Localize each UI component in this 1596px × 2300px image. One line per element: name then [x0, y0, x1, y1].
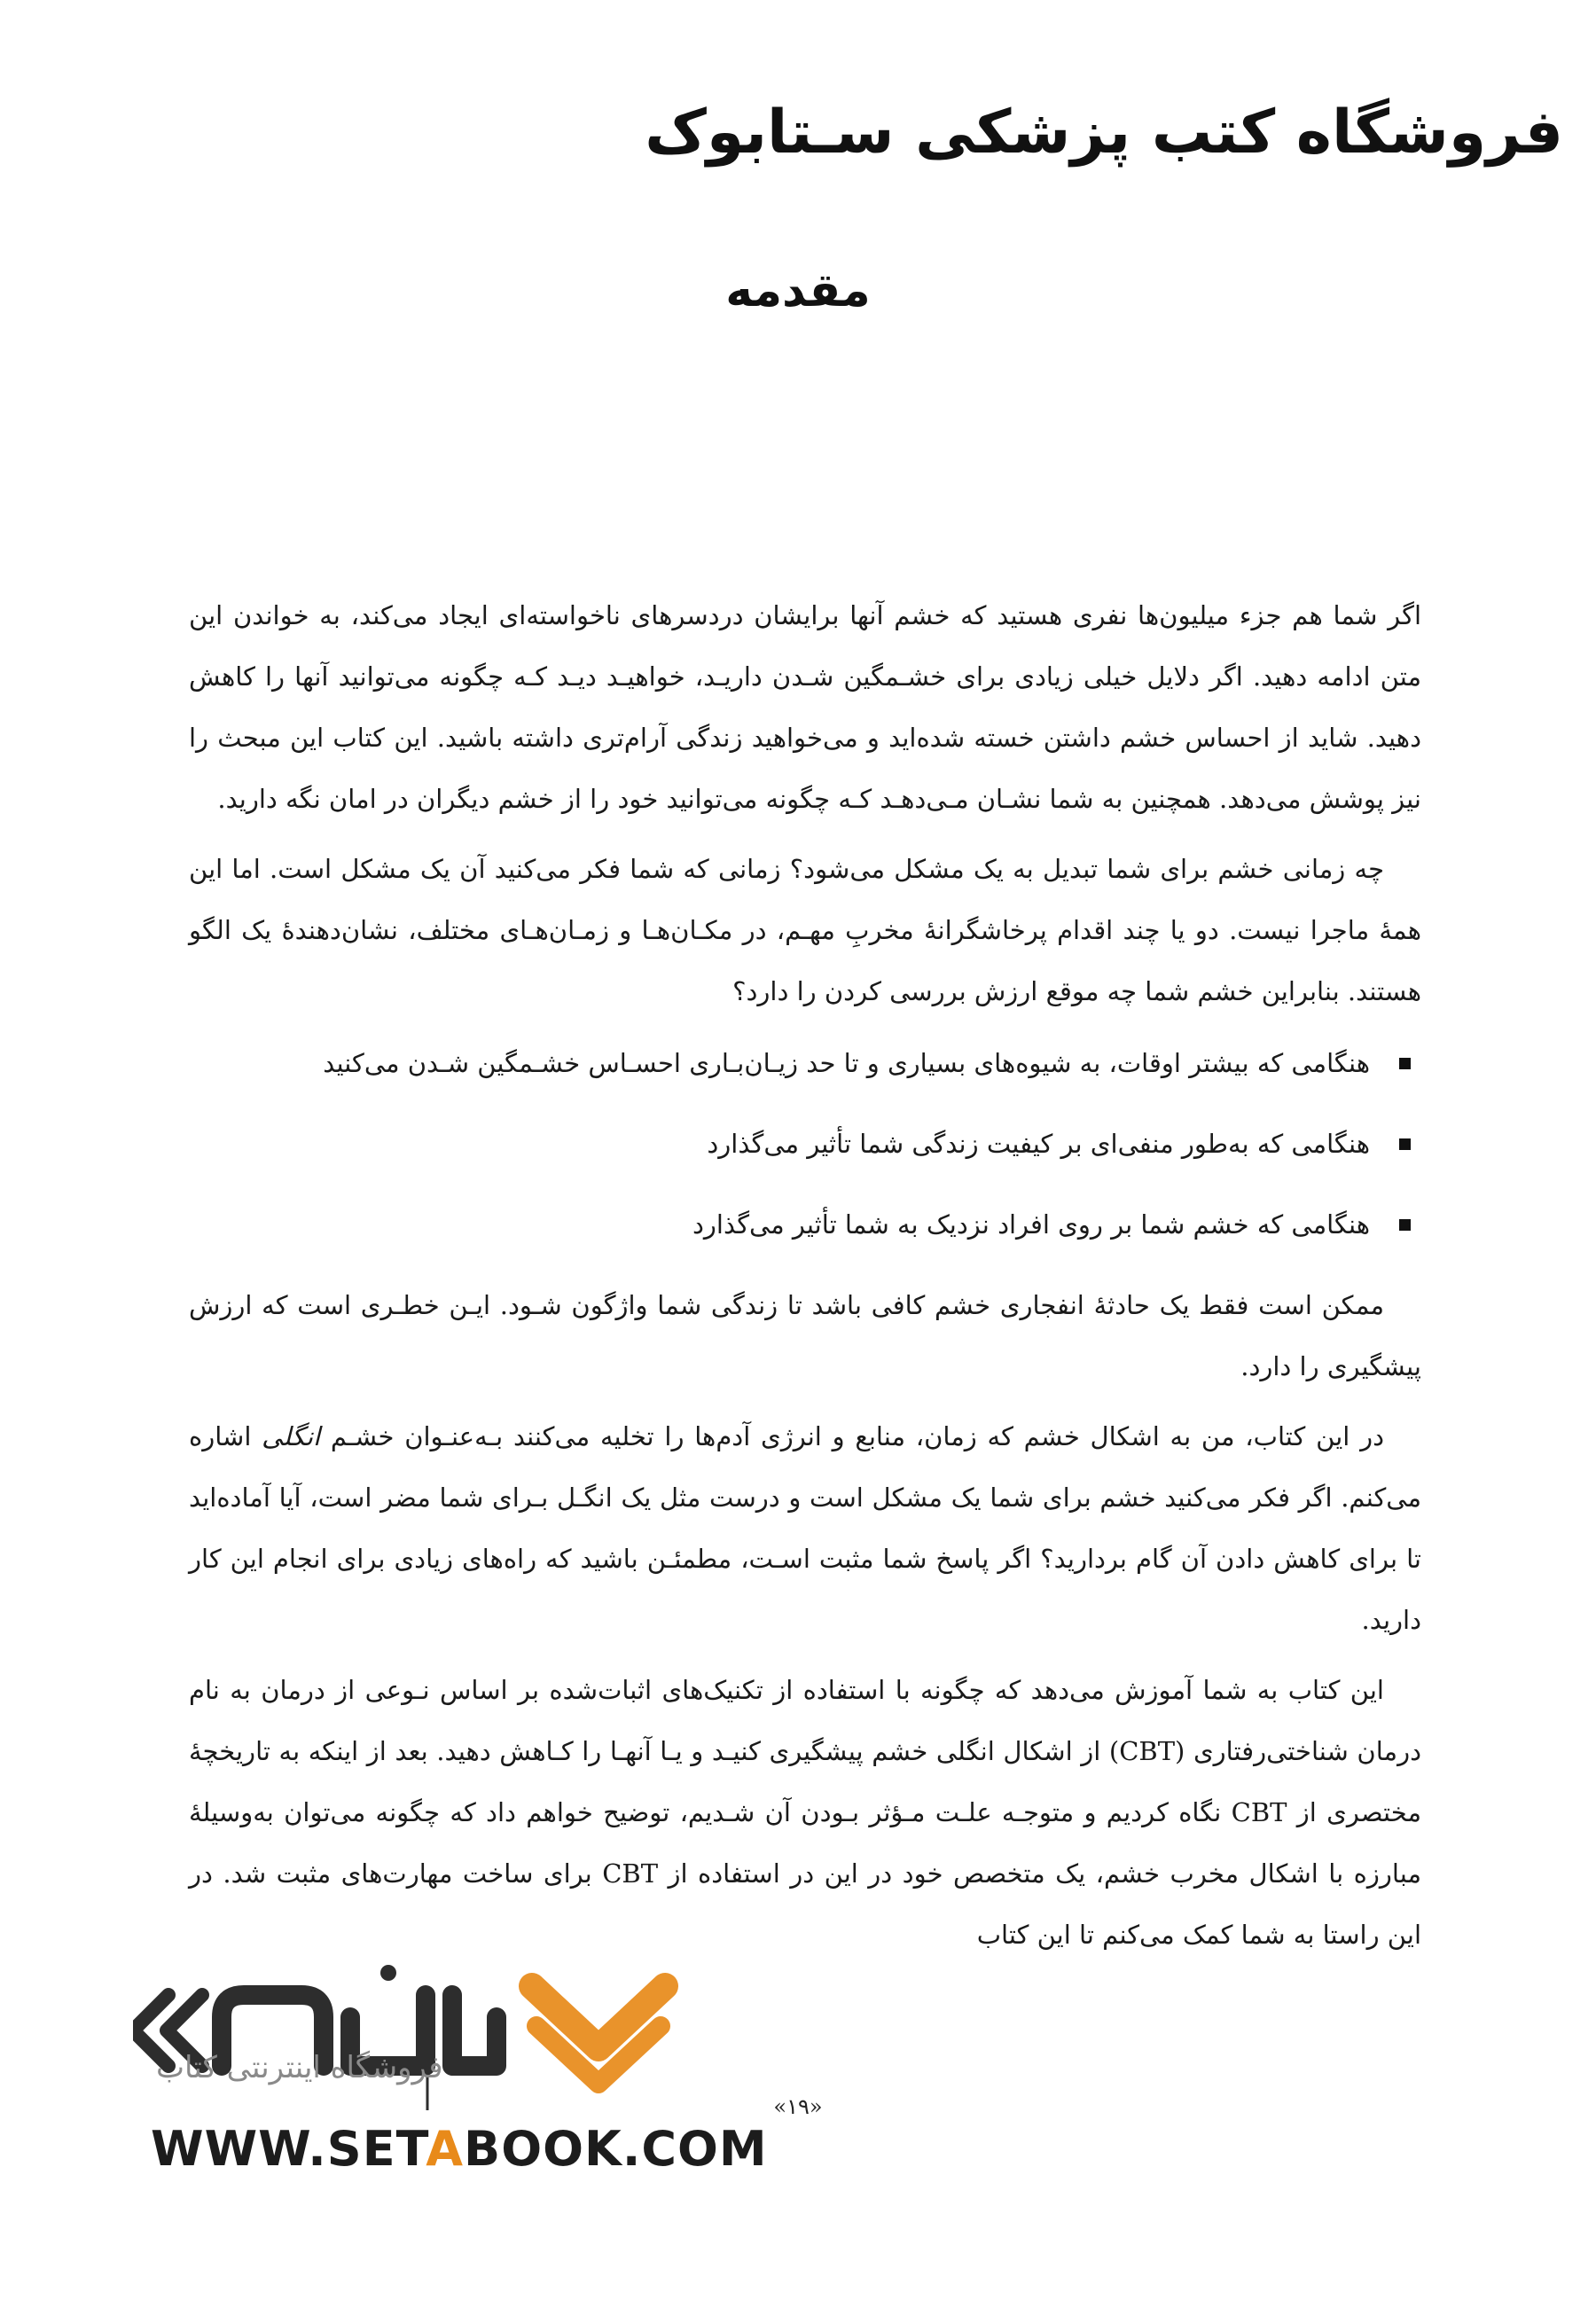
chapter-title: مقدمه	[725, 264, 871, 317]
paragraph-5: این کتاب به شما آموزش می‌دهد که چگونه با استفاده از تکنیک‌های اثبات‌شده بر اساس نـوعی از درمان به نام درمان شناختی‌رفتاری (CBT) از اشکال انگلی خشم پیشگیری کنیـد و یـا آنهـا را کـاهش دهید. بعد از اینکه به تاریخچهٔ مختصری از CBT نگاه کردیم و متوجـه علـت مـؤثر بـودن آن شـدیم، توضیح خواهم داد که چگونه می‌توان به‌وسیلهٔ مبارزه با اشکال مخرب خشم، یک متخصص خود در این در استفاده از CBT برای ساخت مهارت‌های مثبت شد. در این راستا به شما کمک می‌کنم تا این کتاب	[189, 1675, 1422, 1950]
page-number: «۱۹»	[773, 2094, 823, 2119]
bullet-list	[189, 1033, 1421, 1256]
watermark-tagline: فروشگاه اینترنتی کتاب	[156, 2050, 443, 2085]
store-name-header: فروشگاه کتب پزشکی سـتابوک	[645, 98, 1563, 168]
paragraph-4-part-2: اشاره می‌کنم. اگر فکر می‌کنید خشم برای شما یک مشکل است و درست مثل یک انگـل بـرای شما مضر است، آیا آماده‌اید تا برای کاهش دادن آن گام بردارید؟ اگر پاسخ شما مثبت اسـت، مطمئـن باشید که راه‌های زیادی برای انجام این کار دارید.	[189, 1421, 1421, 1635]
bullet-square-icon	[1399, 1058, 1411, 1069]
bullet-item	[189, 1033, 1370, 1094]
body-text	[189, 585, 1421, 1975]
paragraph-3: ممکن است فقط یک حادثهٔ انفجاری خشم کافی باشد تا زندگی شما واژگون شـود. ایـن خطـری است که ارزش پیشگیری را دارد.	[189, 1290, 1421, 1381]
bullet-text: هنگامی که به‌طور منفی‌ای بر کیفیت زندگی شما تأثیر می‌گذارد	[707, 1129, 1370, 1159]
bullet-text: هنگامی که خشم شما بر روی افراد نزدیک به شما تأثیر می‌گذارد	[692, 1209, 1370, 1240]
website-part-1: WWW.SET	[151, 2121, 426, 2177]
bullet-text: هنگامی که بیشتر اوقات، به شیوه‌های بسیاری و تا حد زیـان‌بـاری احسـاس خشـمگین شـدن می‌کنید	[323, 1048, 1370, 1078]
paragraph-4-italic-term: انگلی	[262, 1421, 321, 1451]
paragraph-1: اگر شما هم جزء میلیون‌ها نفری هستید که خشم آنها برایشان دردسرهای ناخواسته‌ای ایجاد می‌کند، به خواندن این متن ادامه دهید. اگر دلایل خیلی زیادی برای خشـمگین شـدن داریـد، خواهیـد دیـد کـه چگونه می‌توانید آنها را کاهش دهید. شاید از احساس خشم داشتن خسته شده‌اید و می‌خواهید زندگی آرام‌تری داشته باشید. این کتاب این مبحث را نیز پوشش می‌دهد. همچنین به شما نشـان مـی‌دهـد کـه چگونه می‌توانید خود را از خشم دیگران در امان نگه دارید.	[189, 600, 1421, 814]
bullet-square-icon	[1399, 1138, 1411, 1150]
bullet-square-icon	[1399, 1219, 1411, 1231]
paragraph-4	[189, 1406, 1421, 1651]
paragraph-4-part-1: در این کتاب، من به اشکال خشم که زمان، منابع و انرژی آدم‌ها را تخلیه می‌کنند بـه‌عنـوان خشـم	[320, 1421, 1384, 1451]
bullet-item	[189, 1194, 1370, 1256]
paragraph-2: چه زمانی خشم برای شما تبدیل به یک مشکل می‌شود؟ زمانی که شما فکر می‌کنید آن یک مشکل است. اما این همهٔ ماجرا نیست. دو یا چند اقدام پرخاشگرانهٔ مخربِ مهـم، در مکـان‌هـا و زمـان‌هـای مختلف، نشان‌دهندهٔ یک الگو هستند. بنابراین خشم شما چه موقع ارزش بررسی کردن را دارد؟	[189, 854, 1421, 1006]
website-part-2: BOOK.COM	[464, 2121, 768, 2177]
bullet-item	[189, 1114, 1370, 1175]
watermark-website	[151, 2121, 768, 2177]
website-accent-letter: A	[426, 2121, 465, 2177]
